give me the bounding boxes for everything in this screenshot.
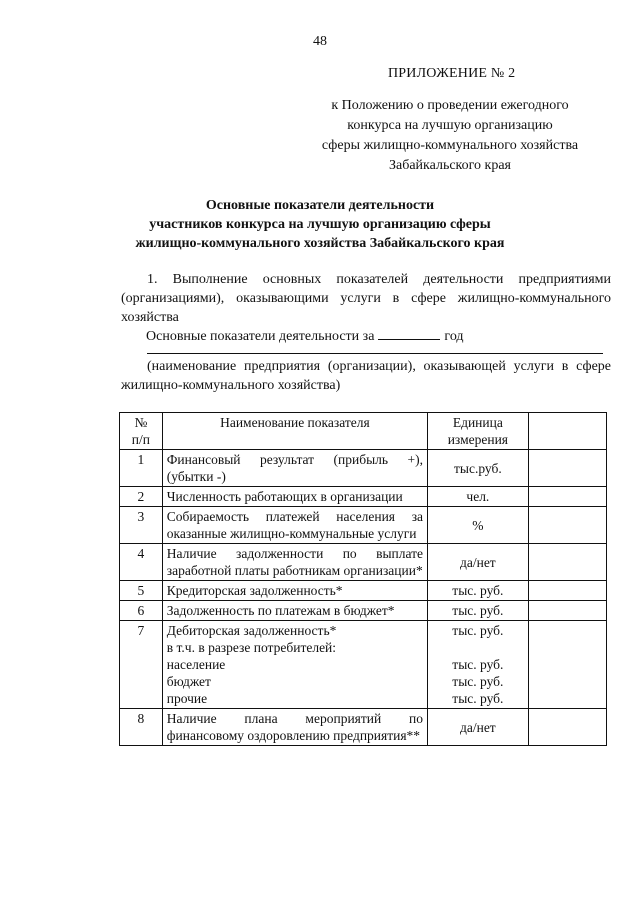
- row-name: Кредиторская задолженность*: [162, 581, 427, 601]
- row-name: Собираемость платежей населения за оказанные жилищно-коммунальные услуги: [162, 507, 427, 544]
- row-unit-line: тыс. руб.: [452, 657, 504, 672]
- table-row: [120, 601, 607, 621]
- row-number: 4: [120, 544, 163, 581]
- page-number: 48: [313, 34, 327, 49]
- row-value-cell[interactable]: [528, 450, 606, 487]
- row-value-cell[interactable]: [528, 581, 606, 601]
- row-number: 7: [120, 621, 163, 709]
- row-unit-line: тыс. руб.: [452, 623, 504, 638]
- document-title-line: жилищно-коммунального хозяйства Забайкальского края: [135, 236, 505, 251]
- table-row: [120, 487, 607, 507]
- row-name: Наличие плана мероприятий по финансовому оздоровлению предприятия**: [162, 709, 427, 746]
- row-name-line: Дебиторская задолженность*: [166, 623, 337, 638]
- row-value-cell[interactable]: [528, 544, 606, 581]
- row-value-cell[interactable]: [528, 507, 606, 544]
- table-row: [120, 507, 607, 544]
- appendix-subtitle-line: конкурса на лучшую организацию: [347, 118, 553, 133]
- document-title-line: участников конкурса на лучшую организацию сферы: [149, 217, 491, 232]
- appendix-title: ПРИЛОЖЕНИЕ № 2: [388, 66, 516, 81]
- indicators-table: [119, 412, 607, 746]
- table-row: [120, 709, 607, 746]
- row-name: Наличие задолженности по выплате заработной платы работникам организации*: [162, 544, 427, 581]
- document-title: [80, 196, 560, 253]
- row-name-line: в т.ч. в разрезе потребителей:: [166, 640, 337, 655]
- appendix-subtitle-line: к Положению о проведении ежегодного: [331, 98, 569, 113]
- appendix-subtitle-line: Забайкальского края: [388, 158, 511, 173]
- row-unit: да/нет: [428, 709, 529, 746]
- document-title-line: Основные показатели деятельности: [205, 198, 435, 213]
- row-name: Финансовый результат (прибыль +), (убытки -): [162, 450, 427, 487]
- row-unit: тыс. руб.: [428, 601, 529, 621]
- row-name-line: прочие: [166, 691, 208, 706]
- period-prefix: Основные показатели деятельности за: [146, 329, 375, 344]
- table-row: [120, 544, 607, 581]
- organization-note: [121, 357, 611, 395]
- row-name-line: бюджет: [166, 674, 211, 689]
- row-unit: [428, 621, 529, 709]
- header-unit-line: измерения: [447, 432, 509, 447]
- organization-note-text: (наименование предприятия (организации), оказывающей услуги в сфере жилищно-коммунального хозяйства): [121, 359, 611, 393]
- row-number: 1: [120, 450, 163, 487]
- header-number-line: №: [134, 415, 148, 430]
- row-number: 3: [120, 507, 163, 544]
- table-row: [120, 621, 607, 709]
- row-name: Численность работающих в организации: [162, 487, 427, 507]
- header-unit: [428, 413, 529, 450]
- row-unit: тыс. руб.: [428, 581, 529, 601]
- row-number: 5: [120, 581, 163, 601]
- row-unit-line: тыс. руб.: [452, 674, 504, 689]
- appendix-subtitle: [300, 96, 600, 176]
- row-value-cell[interactable]: [528, 487, 606, 507]
- row-unit: тыс.руб.: [428, 450, 529, 487]
- row-value-cell[interactable]: [528, 601, 606, 621]
- section-1-paragraph: 1. Выполнение основных показателей деятельности предприятиями (организациями), оказывающими услуги в сфере жилищно-коммунального хозяйства: [121, 272, 611, 325]
- period-line: [146, 327, 464, 345]
- row-name: [162, 621, 427, 709]
- row-number: 6: [120, 601, 163, 621]
- row-unit: %: [428, 507, 529, 544]
- row-unit-line: [432, 639, 524, 656]
- header-number-line: п/п: [131, 432, 150, 447]
- row-value-cell[interactable]: [528, 709, 606, 746]
- row-unit: чел.: [428, 487, 529, 507]
- row-name: Задолженность по платежам в бюджет*: [162, 601, 427, 621]
- row-number: 2: [120, 487, 163, 507]
- row-name-line: население: [166, 657, 226, 672]
- row-unit-line: тыс. руб.: [452, 691, 504, 706]
- header-number: [120, 413, 163, 450]
- period-suffix: год: [444, 329, 464, 344]
- table-header-row: [120, 413, 607, 450]
- header-unit-line: Единица: [452, 415, 503, 430]
- row-value-cell[interactable]: [528, 621, 606, 709]
- period-blank-field[interactable]: [378, 327, 440, 340]
- appendix-subtitle-line: сферы жилищно-коммунального хозяйства: [321, 138, 579, 153]
- section-1-text: [121, 270, 611, 327]
- row-number: 8: [120, 709, 163, 746]
- table-row: [120, 581, 607, 601]
- table-row: [120, 450, 607, 487]
- row-unit: да/нет: [428, 544, 529, 581]
- header-name: Наименование показателя: [162, 413, 427, 450]
- organization-name-blank-line[interactable]: [147, 353, 603, 354]
- header-value: [528, 413, 606, 450]
